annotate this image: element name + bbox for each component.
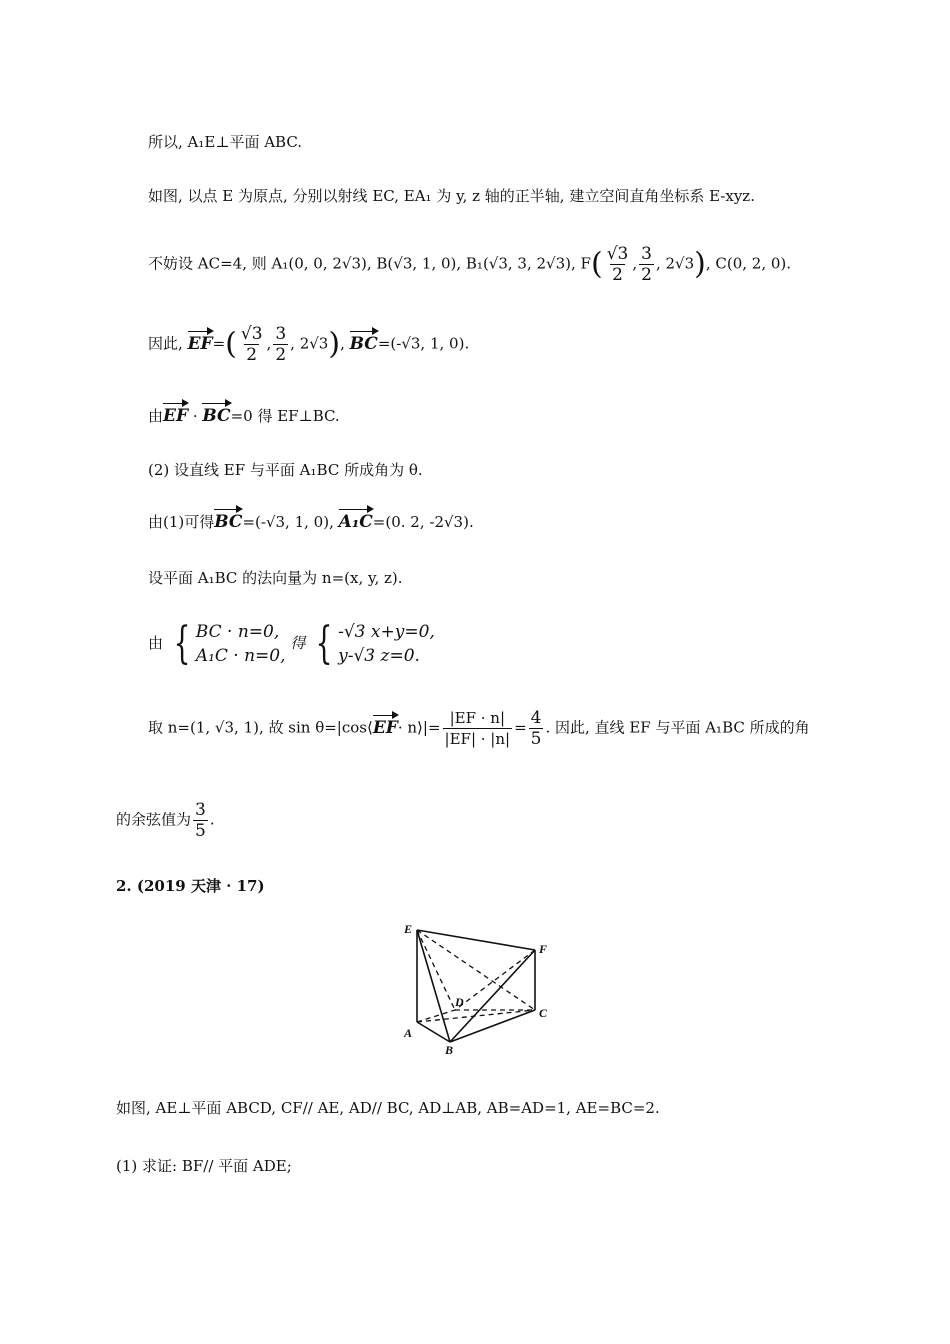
text-line-10: [148, 708, 810, 749]
line-tail: .: [209, 810, 215, 829]
text-line-7: [148, 512, 474, 532]
line-tail: =0 得 EF⊥BC.: [230, 407, 340, 425]
text-line-13: (1) 求证: BF// 平面 ADE;: [116, 1157, 292, 1175]
line-lead: 的余弦值为: [116, 810, 192, 829]
fraction-denominator: 5: [195, 821, 206, 841]
fraction-numerator: 3: [195, 800, 206, 820]
left-brace: {: [315, 618, 333, 669]
fraction-denominator: |EF| · |n|: [444, 730, 511, 748]
fraction-numerator: 3: [275, 324, 287, 344]
fraction: [639, 244, 654, 285]
fraction-denominator: 2: [275, 345, 287, 365]
dot-operator: ·: [188, 407, 203, 425]
fraction: [193, 800, 208, 841]
geometry-figure: [400, 920, 560, 1060]
left-paren: (: [590, 246, 603, 282]
text-line-8: 设平面 A₁BC 的法向量为 n=(x, y, z).: [148, 569, 403, 587]
vector-EF: EF: [372, 717, 398, 738]
equation-row: -√3 x+y=0,: [338, 622, 435, 642]
text-line-9: [148, 620, 435, 668]
label-A: A: [404, 1026, 413, 1040]
fraction-numerator: √3: [606, 244, 629, 264]
fraction-numerator: √3: [240, 324, 263, 344]
fraction: [529, 708, 544, 749]
equation-row: A₁C · n=0,: [195, 646, 286, 666]
fraction: [239, 324, 265, 365]
text-line-12: 如图, AE⊥平面 ABCD, CF// AE, AD// BC, AD⊥AB, AB=AD=1, AE=BC=2.: [116, 1099, 660, 1117]
fraction-denominator: 2: [612, 265, 623, 285]
inner-tail: , 2√3: [290, 334, 329, 353]
fraction-numerator: 3: [641, 244, 652, 264]
vector-BC: BC: [349, 333, 378, 354]
fraction: [273, 324, 288, 365]
text-line-6: (2) 设直线 EF 与平面 A₁BC 所成角为 θ.: [148, 461, 423, 479]
edge-ED-hidden: [417, 930, 455, 1010]
line-tail: =(-√3, 1, 0).: [377, 334, 470, 353]
text-line-4: 因此, EF=( $\frac{√3}{2}$ , $\frac{3}{2}$ , 2√3), BC=(-√3, 1, 0).: [148, 324, 470, 365]
fraction-denominator: 2: [641, 265, 652, 285]
equation-row: BC · n=0,: [195, 622, 280, 642]
equation-row: y-√3 z=0.: [338, 646, 420, 666]
equals-sign: =: [514, 718, 527, 737]
line-mid: =(-√3, 1, 0),: [242, 513, 334, 531]
equation-system-1: [168, 620, 286, 668]
text-line-1: 所以, A₁E⊥平面 ABC.: [148, 133, 303, 151]
edge-FD-hidden: [455, 950, 535, 1010]
separator: ,: [340, 334, 345, 353]
question-2-title: 2. (2019 天津 · 17): [116, 877, 265, 895]
label-F: F: [539, 942, 548, 956]
text-line-11: [116, 800, 215, 841]
text-line-5: [148, 406, 340, 426]
right-paren: ): [328, 326, 341, 362]
fraction-denominator: 5: [530, 729, 542, 749]
coords-lead: 不妨设 AC=4, 则 A₁(0, 0, 2√3), B(√3, 1, 0), B₁(√3, 3, 2√3), F: [148, 254, 591, 273]
line-lead: 由: [148, 407, 164, 425]
text-line-3: 不妨设 AC=4, 则 A₁(0, 0, 2√3), B(√3, 1, 0), B₁(√3, 3, 2√3), F( $\frac{√3}{2}$ , $\frac{3}{2}$ , 2√3), C(0, 2, 0).: [148, 244, 792, 285]
vector-BC: BC: [202, 406, 231, 426]
vector-EF: EF: [187, 333, 213, 354]
line-lead: 因此,: [148, 334, 183, 353]
fraction: [605, 244, 631, 285]
line-mid: · n⟩|=: [397, 718, 441, 737]
equation-system-2: [310, 620, 435, 668]
label-D: D: [455, 995, 464, 1009]
line-lead: 由(1)可得: [148, 513, 215, 531]
vector-BC: BC: [214, 512, 243, 532]
vector-EF: EF: [163, 406, 189, 426]
coords-tail: , C(0, 2, 0).: [705, 254, 792, 273]
label-C: C: [539, 1006, 548, 1020]
text-line-2: 如图, 以点 E 为原点, 分别以射线 EC, EA₁ 为 y, z 轴的正半轴, 建立空间直角坐标系 E-xyz.: [148, 187, 755, 205]
label-E: E: [404, 922, 413, 936]
left-brace: {: [173, 618, 191, 669]
line-lead: 由: [148, 634, 164, 652]
label-B: B: [445, 1043, 454, 1057]
vector-A1C: A₁C: [338, 512, 373, 532]
left-paren: (: [225, 326, 237, 362]
fraction-numerator: 4: [530, 708, 542, 728]
equals-sign: =: [212, 334, 226, 353]
right-paren: ): [694, 246, 706, 282]
fraction: [443, 708, 513, 749]
line-lead: 取 n=(1, √3, 1), 故 sin θ=|cos⟨: [148, 718, 373, 737]
line-tail: =(0. 2, -2√3).: [372, 513, 474, 531]
edge-EF: [417, 930, 535, 950]
coords-inner-tail: , 2√3: [655, 254, 695, 273]
fraction-numerator: |EF · n|: [449, 709, 506, 727]
fraction-denominator: 2: [246, 345, 258, 365]
line-mid: 得: [290, 634, 306, 652]
line-tail: . 因此, 直线 EF 与平面 A₁BC 所成的角: [545, 718, 810, 737]
